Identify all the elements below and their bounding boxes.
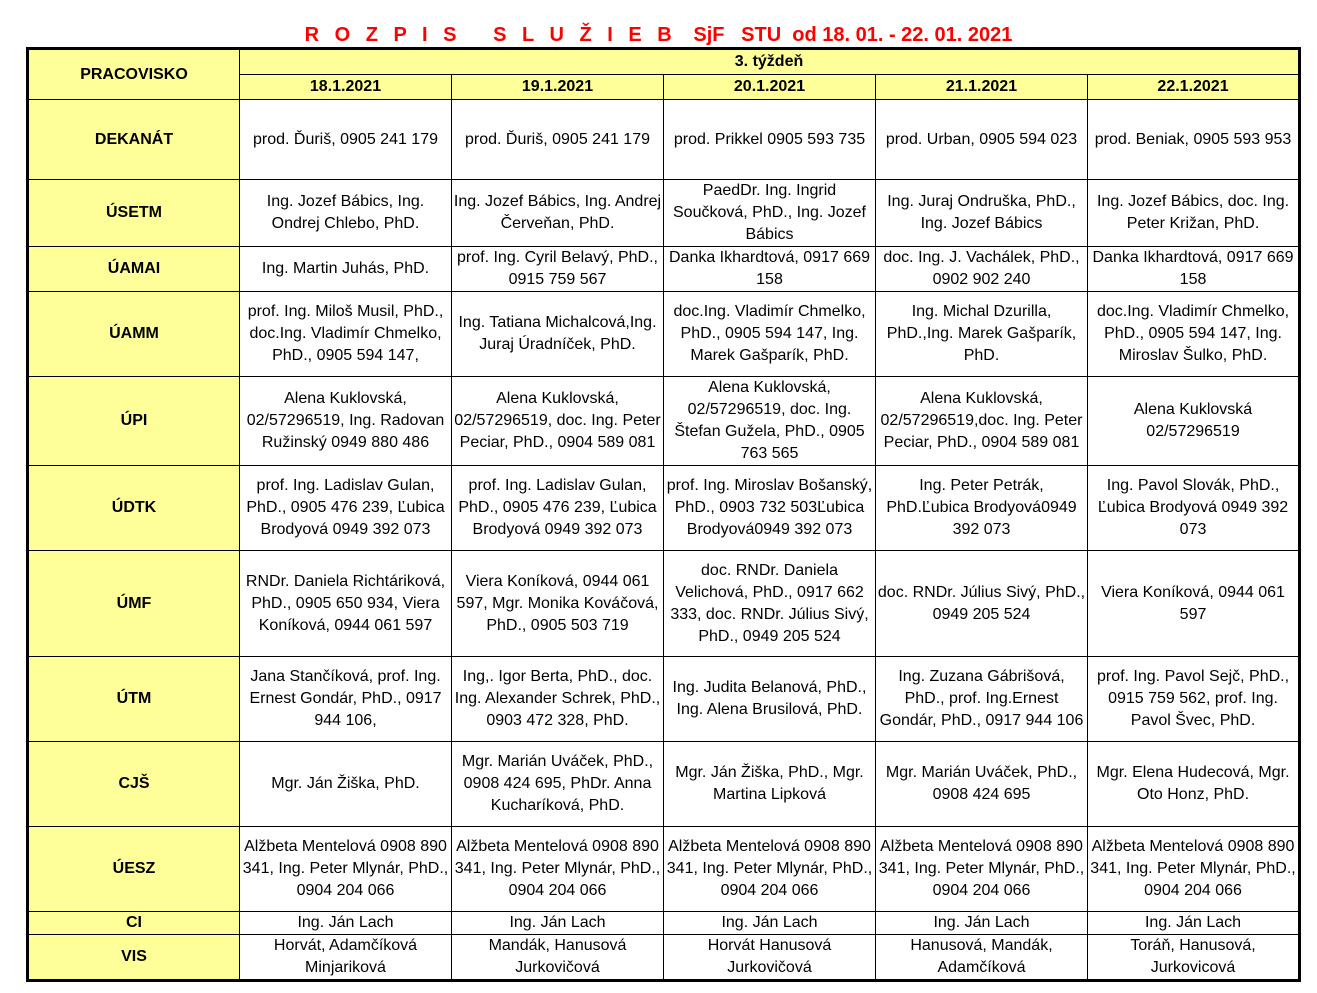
duty-cell: Ing. Juraj Ondruška, PhD., Ing. Jozef Bábics (876, 180, 1088, 247)
table-row (28, 657, 1300, 742)
duty-cell: Alžbeta Mentelová 0908 890 341, Ing. Peter Mlynár, PhD., 0904 204 066 (876, 827, 1088, 912)
duty-cell: Ing. Ján Lach (1088, 912, 1300, 935)
duty-cell: prod. Ďuriš, 0905 241 179 (452, 100, 664, 180)
title-spaced: R O Z P I S S L U Ž I E B (304, 24, 677, 46)
row-label: ÚAMM (28, 292, 240, 377)
duty-cell: Ing. Tatiana Michalcová,Ing. Juraj Úradníček, PhD. (452, 292, 664, 377)
duty-cell: Alžbeta Mentelová 0908 890 341, Ing. Peter Mlynár, PhD., 0904 204 066 (452, 827, 664, 912)
row-label: ÚDTK (28, 466, 240, 551)
duty-cell: Ing,. Igor Berta, PhD., doc. Ing. Alexander Schrek, PhD., 0903 472 328, PhD. (452, 657, 664, 742)
duty-cell: Alžbeta Mentelová 0908 890 341, Ing. Peter Mlynár, PhD., 0904 204 066 (240, 827, 452, 912)
duty-cell: Ing. Jozef Bábics, Ing. Andrej Červeňan, PhD. (452, 180, 664, 247)
duty-cell: Danka Ikhardtová, 0917 669 158 (664, 247, 876, 292)
duty-cell: prof. Ing. Cyril Belavý, PhD., 0915 759 567 (452, 247, 664, 292)
header-date: 19.1.2021 (452, 75, 664, 100)
duty-cell: Hanusová, Mandák, Adamčíková (876, 935, 1088, 981)
duty-cell: prof. Ing. Ladislav Gulan, PhD., 0905 476 239, Ľubica Brodyová 0949 392 073 (452, 466, 664, 551)
table-row (28, 377, 1300, 466)
row-label: VIS (28, 935, 240, 981)
header-date: 21.1.2021 (876, 75, 1088, 100)
header-date: 18.1.2021 (240, 75, 452, 100)
header-workplace: PRACOVISKO (28, 49, 240, 100)
duty-cell: doc. RNDr. Július Sivý, PhD., 0949 205 524 (876, 551, 1088, 657)
duty-cell: prod. Urban, 0905 594 023 (876, 100, 1088, 180)
duty-cell: doc. RNDr. Daniela Velichová, PhD., 0917 662 333, doc. RNDr. Július Sivý, PhD., 0949 205 524 (664, 551, 876, 657)
duty-cell: prof. Ing. Miloš Musil, PhD., doc.Ing. Vladimír Chmelko, PhD., 0905 594 147, (240, 292, 452, 377)
duty-cell: Horvát, Adamčíková Minjariková (240, 935, 452, 981)
row-label: ÚTM (28, 657, 240, 742)
duty-cell: Mgr. Elena Hudecová, Mgr. Oto Honz, PhD. (1088, 742, 1300, 827)
header-week: 3. týždeň (240, 49, 1300, 75)
duty-cell: Alena Kuklovská, 02/57296519, doc. Ing. Štefan Guželа, PhD., 0905 763 565 (664, 377, 876, 466)
duty-cell: Ing. Ján Lach (240, 912, 452, 935)
duty-cell: Alena Kuklovská, 02/57296519, Ing. Radovan Ružinský 0949 880 486 (240, 377, 452, 466)
duty-cell: Toráň, Hanusová, Jurkovicová (1088, 935, 1300, 981)
duty-cell: Alžbeta Mentelová 0908 890 341, Ing. Peter Mlynár, PhD., 0904 204 066 (1088, 827, 1300, 912)
title-rest: SjF STU od 18. 01. - 22. 01. 2021 (676, 24, 1013, 46)
header-date: 20.1.2021 (664, 75, 876, 100)
table-row (28, 292, 1300, 377)
duty-cell: Ing. Zuzana Gábrišová, PhD., prof. Ing.Ernest Gondár, PhD., 0917 944 106 (876, 657, 1088, 742)
duty-cell: Mgr. Ján Žiška, PhD. (240, 742, 452, 827)
duty-cell: Viera Koníková, 0944 061 597 (1088, 551, 1300, 657)
duty-cell: Ing. Jozef Bábics, Ing. Ondrej Chlebo, PhD. (240, 180, 452, 247)
duty-cell: Ing. Peter Petrák, PhD.Ľubica Brodyová0949 392 073 (876, 466, 1088, 551)
duty-cell: Ing. Martin Juhás, PhD. (240, 247, 452, 292)
duty-cell: Ing. Pavol Slovák, PhD., Ľubica Brodyová 0949 392 073 (1088, 466, 1300, 551)
table-row (28, 466, 1300, 551)
table-row (28, 742, 1300, 827)
duty-cell: doc.Ing. Vladimír Chmelko, PhD., 0905 594 147, Ing. Miroslav Šulko, PhD. (1088, 292, 1300, 377)
header-date: 22.1.2021 (1088, 75, 1300, 100)
row-label: ÚPI (28, 377, 240, 466)
duty-cell: Ing. Ján Lach (664, 912, 876, 935)
row-label: DEKANÁT (28, 100, 240, 180)
duty-cell: doc. Ing. J. Vachálek, PhD., 0902 902 240 (876, 247, 1088, 292)
duty-cell: prod. Ďuriš, 0905 241 179 (240, 100, 452, 180)
duty-cell: Ing. Michal Dzurilla, PhD.,Ing. Marek Gašparík, PhD. (876, 292, 1088, 377)
duty-cell: Alžbeta Mentelová 0908 890 341, Ing. Peter Mlynár, PhD., 0904 204 066 (664, 827, 876, 912)
duty-cell: PaedDr. Ing. Ingrid Součková, PhD., Ing. Jozef Bábics (664, 180, 876, 247)
duty-cell: doc.Ing. Vladimír Chmelko, PhD., 0905 594 147, Ing. Marek Gašparík, PhD. (664, 292, 876, 377)
duty-cell: prof. Ing. Pavol Sejč, PhD., 0915 759 562, prof. Ing. Pavol Švec, PhD. (1088, 657, 1300, 742)
duty-cell: Danka Ikhardtová, 0917 669 158 (1088, 247, 1300, 292)
row-label: ÚSETM (28, 180, 240, 247)
duty-cell: Ing. Ján Lach (876, 912, 1088, 935)
duty-cell: prod. Prikkel 0905 593 735 (664, 100, 876, 180)
duty-cell: Viera Koníková, 0944 061 597, Mgr. Monika Kováčová, PhD., 0905 503 719 (452, 551, 664, 657)
duty-cell: Mgr. Marián Uváček, PhD., 0908 424 695, PhDr. Anna Kucharíková, PhD. (452, 742, 664, 827)
duty-cell: prod. Beniak, 0905 593 953 (1088, 100, 1300, 180)
table-row (28, 912, 1300, 935)
row-label: ÚAMAI (28, 247, 240, 292)
duty-cell: Jana Stančíková, prof. Ing. Ernest Gondár, PhD., 0917 944 106, (240, 657, 452, 742)
duty-cell: Horvát Hanusová Jurkovičová (664, 935, 876, 981)
duty-schedule-table (26, 47, 1301, 982)
row-label: CI (28, 912, 240, 935)
table-row (28, 827, 1300, 912)
duty-cell: Ing. Jozef Bábics, doc. Ing. Peter Križan, PhD. (1088, 180, 1300, 247)
row-label: ÚESZ (28, 827, 240, 912)
page-title (0, 22, 1317, 48)
duty-cell: prof. Ing. Miroslav Bošanský, PhD., 0903 732 503Ľubica Brodyová0949 392 073 (664, 466, 876, 551)
table-row (28, 247, 1300, 292)
duty-cell: Ing. Ján Lach (452, 912, 664, 935)
table-row (28, 551, 1300, 657)
row-label: ÚMF (28, 551, 240, 657)
duty-cell: Mgr. Marián Uváček, PhD., 0908 424 695 (876, 742, 1088, 827)
duty-cell: Ing. Judita Belanová, PhD., Ing. Alena Brusilová, PhD. (664, 657, 876, 742)
duty-cell: Alena Kuklovská 02/57296519 (1088, 377, 1300, 466)
table-row (28, 100, 1300, 180)
table-row (28, 935, 1300, 981)
duty-cell: prof. Ing. Ladislav Gulan, PhD., 0905 476 239, Ľubica Brodyová 0949 392 073 (240, 466, 452, 551)
duty-cell: Mandák, Hanusová Jurkovičová (452, 935, 664, 981)
duty-cell: Alena Kuklovská, 02/57296519,doc. Ing. Peter Peciar, PhD., 0904 589 081 (876, 377, 1088, 466)
duty-cell: RNDr. Daniela Richtáriková, PhD., 0905 650 934, Viera Koníková, 0944 061 597 (240, 551, 452, 657)
row-label: CJŠ (28, 742, 240, 827)
duty-cell: Alena Kuklovská, 02/57296519, doc. Ing. Peter Peciar, PhD., 0904 589 081 (452, 377, 664, 466)
table-row (28, 180, 1300, 247)
duty-cell: Mgr. Ján Žiška, PhD., Mgr. Martina Lipková (664, 742, 876, 827)
